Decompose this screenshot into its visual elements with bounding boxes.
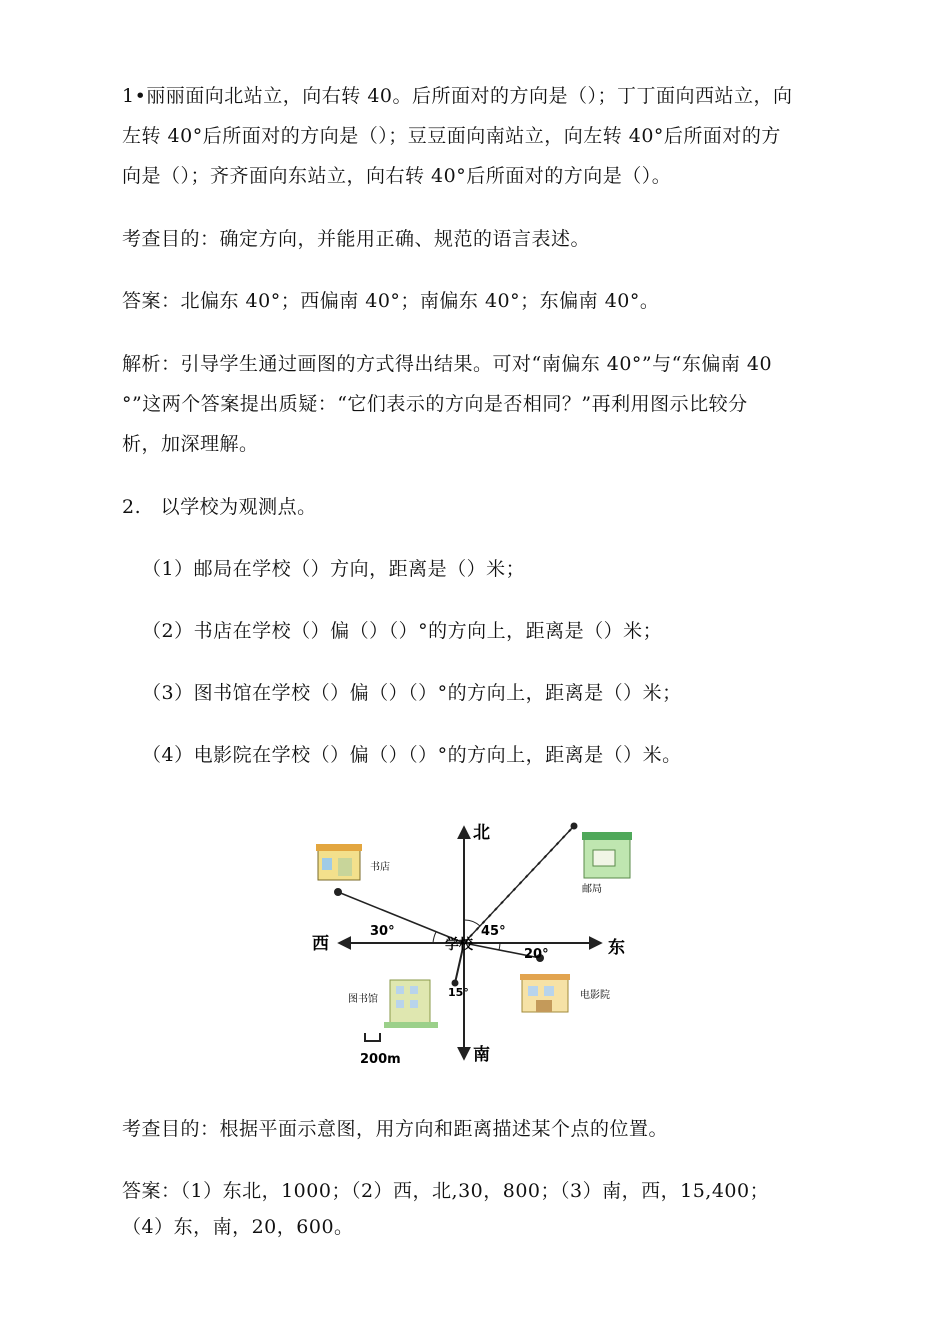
q1-line-2: 左转 40°后所面对的方向是（）；豆豆面向南站立，向左转 40°后所面对的方 [122,125,781,147]
library-icon [384,980,438,1028]
south-label: 南 [473,1045,490,1065]
arc-20 [499,943,500,950]
north-label: 北 [473,823,490,843]
q1-answer: 答案：北偏东 40°；西偏南 40°；南偏东 40°；东偏南 40°。 [122,290,660,312]
bookstore-point [334,888,342,896]
bookstore-label: 书店 [370,862,390,873]
q2-item-2: （2）书店在学校（）偏（）（）°的方向上，距离是（）米； [142,620,663,642]
scale-bar [365,1033,380,1041]
q1-analysis-2: °”这两个答案提出质疑：“它们表示的方向是否相同？”再利用图示比较分 [122,393,748,415]
q2-item-4: （4）电影院在学校（）偏（）（）°的方向上，距离是（）米。 [142,744,682,766]
school-label: 学校 [445,937,473,953]
direction-map [300,808,660,1093]
library-label: 图书馆 [348,994,378,1005]
east-label: 东 [608,938,625,958]
route-bookstore [338,892,464,943]
q1-analysis-1: 解析：引导学生通过画图的方式得出结果。可对“南偏东 40°”与“东偏南 40 [122,353,773,375]
q2-answer-2: （4）东，南，20，600。 [122,1216,354,1238]
post-office-point [571,823,578,830]
q2-purpose: 考查目的：根据平面示意图，用方向和距离描述某个点的位置。 [122,1118,669,1140]
q2-answer-1: 答案：（1）东北，1000；（2）西，北,30，800；（3）南，西，15,400； [122,1180,770,1202]
q1-analysis-3: 析，加深理解。 [122,433,259,455]
q1-line-3: 向是（）；齐齐面向东站立，向右转 40°后所面对的方向是（）。 [122,165,672,187]
arc-30 [433,932,436,943]
cinema-label: 电影院 [580,990,610,1001]
q2-item-1: （1）邮局在学校（）方向，距离是（）米； [142,558,526,580]
angle-45-label: 45° [481,924,506,939]
q1-line-1: 1•丽丽面向北站立，向右转 40。后所面对的方向是（）；丁丁面向西站立，向 [122,85,793,107]
scale-label: 200m [360,1052,401,1067]
angle-20-label: 20° [524,947,549,962]
q2-title: 2. 以学校为观测点。 [122,496,317,518]
angle-30-label: 30° [370,924,395,939]
bookstore-icon [316,844,362,880]
arc-45 [464,920,480,926]
cinema-icon [520,974,570,1012]
angle-15-label: 15° [448,986,469,999]
west-label: 西 [312,934,329,954]
post-office-icon [582,832,632,878]
post-office-label: 邮局 [582,884,602,895]
q1-purpose: 考查目的：确定方向，并能用正确、规范的语言表述。 [122,228,591,250]
q2-item-3: （3）图书馆在学校（）偏（）（）°的方向上，距离是（）米； [142,682,682,704]
